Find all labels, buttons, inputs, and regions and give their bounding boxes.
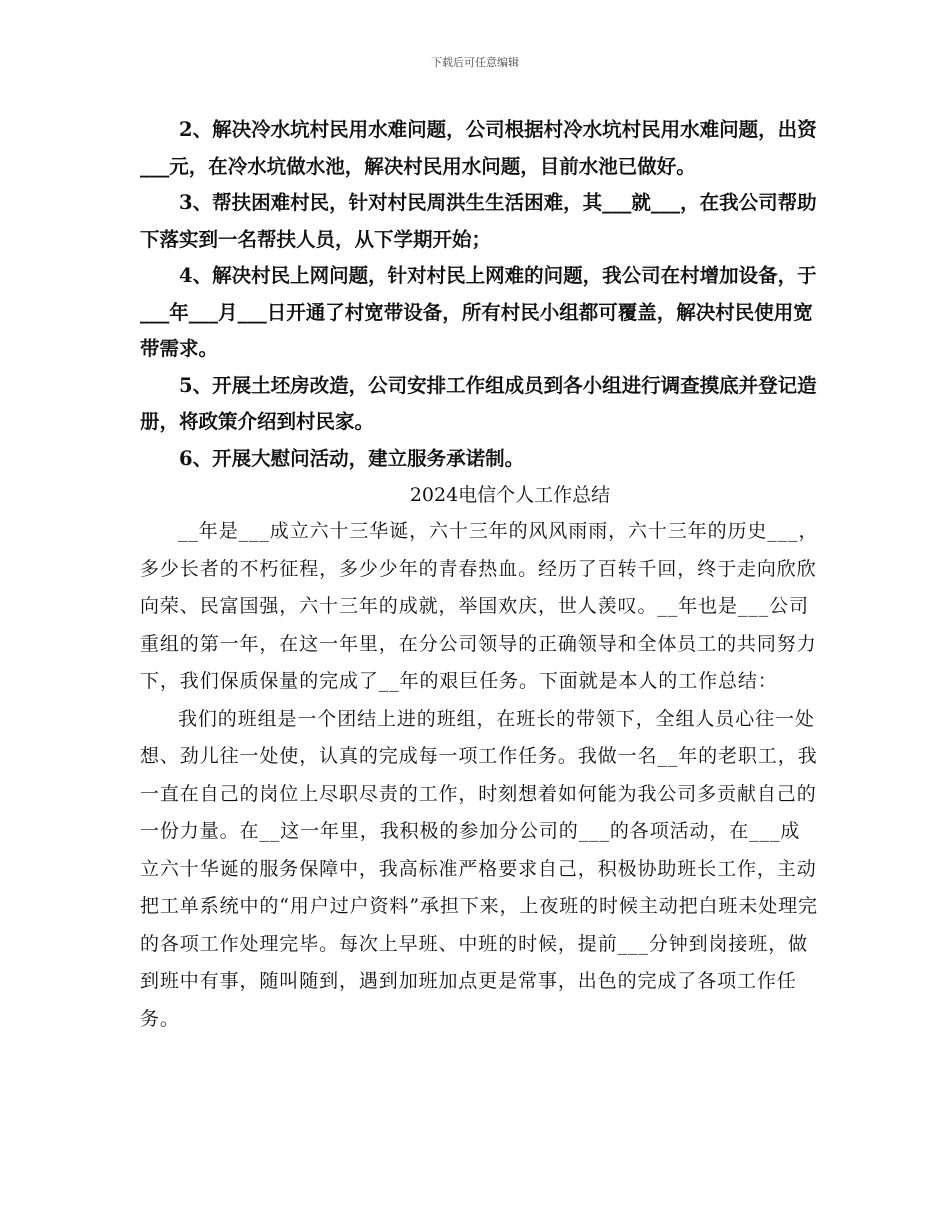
list-item: 5、开展土坯房改造，公司安排工作组成员到各小组进行调查摸底并登记造册，将政策介绍到村民家。 [140,373,817,433]
paragraph: __年是___成立六十三华诞，六十三年的风风雨雨，六十三年的历史___，多少长者的不朽征程，多少少年的青春热血。经历了百转千回，终于走向欣欣向荣、民富国强，六十三年的成就，举国欢庆，世人羡叹。__年也是___公司重组的第一年，在这一年里，在分公司领导的正确领导和全体员工的共同努力下，我们保质保量的完成了__年的艰巨任务。下面就是本人的工作总结： [140,520,819,692]
list-item: 2、解决冷水坑村民用水难问题，公司根据村冷水坑村民用水难问题，出资___元，在冷水坑做水池，解决村民用水问题，目前水池已做好。 [140,118,817,178]
list-item: 3、帮扶困难村民，针对村民周洪生生活困难，其___就___，在我公司帮助下落实到一名帮扶人员，从下学期开始； [140,191,817,251]
list-item: 6、开展大慰问活动，建立服务承诺制。 [179,446,525,470]
summary-title: 2024电信个人工作总结 [409,484,611,506]
page-header: 下载后可任意编辑 [431,56,519,69]
document-body [140,112,820,1038]
paragraph: 我们的班组是一个团结上进的班组，在班长的带领下，全组人员心往一处想、劲儿往一处使，认真的完成每一项工作任务。我做一名__年的老职工，我一直在自己的岗位上尽职尽责的工作，时刻想着如何能为我公司多贡献自己的一份力量。在__这一年里，我积极的参加分公司的___的各项活动，在___成立六十华诞的服务保障中，我高标准严格要求自己，积极协助班长工作，主动把工单系统中的“用户过户资料”承担下来，上夜班的时候主动把白班未处理完的各项工作处理完毕。每次上早班、中班的时候，提前___分钟到岗接班，做到班中有事，随叫随到，遇到加班加点更是常事，出色的完成了各项工作任务。 [140,707,818,1030]
list-item: 4、解决村民上网问题，针对村民上网难的问题，我公司在村增加设备，于___年___月___日开通了村宽带设备，所有村民小组都可覆盖，解决村民使用宽带需求。 [140,264,817,360]
